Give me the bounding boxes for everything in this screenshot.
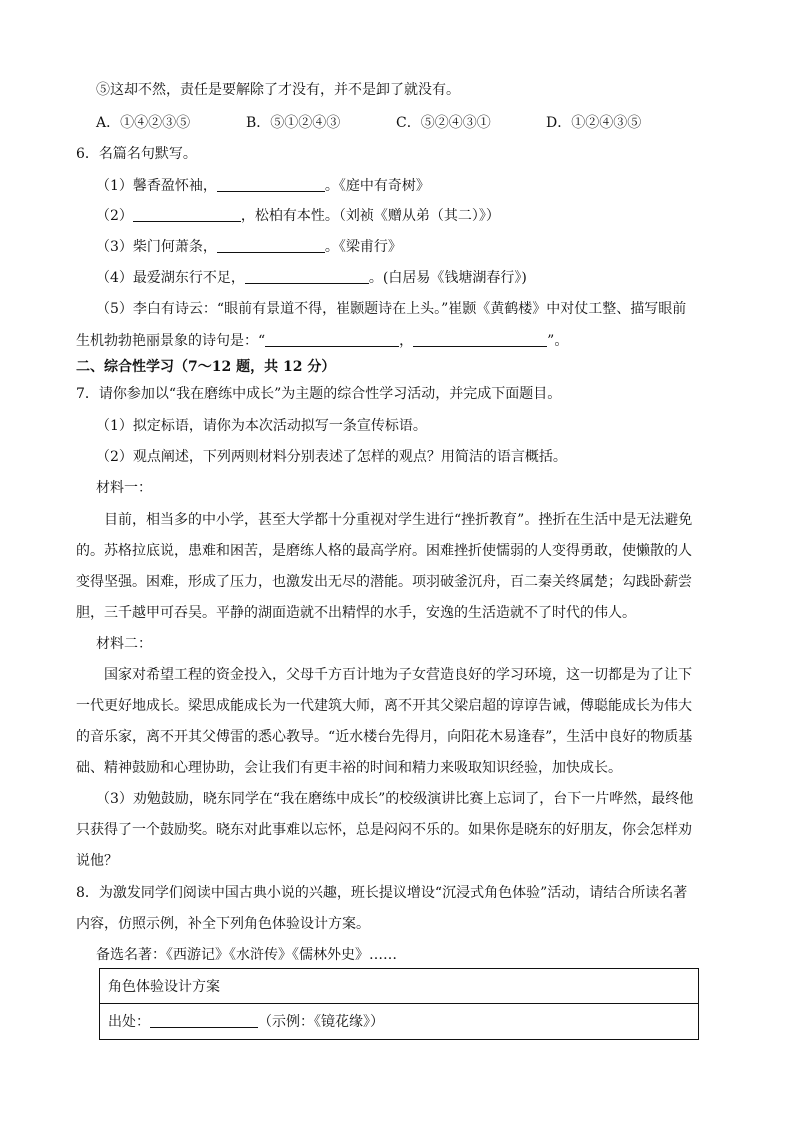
q5-options	[96, 113, 641, 133]
answer-blank[interactable]	[413, 332, 547, 347]
q7-sub2: （2）观点阐述，下列两则材料分别表述了怎样的观点？用简洁的语言概括。	[96, 449, 567, 465]
answer-blank[interactable]	[265, 332, 399, 347]
option-a: A．①④②③⑤	[96, 115, 191, 131]
material-2-line: 的音乐家，离不开其父傅雷的悉心教导。“近水楼台先得月，向阳花木易逢春”，生活中良好的物质基	[76, 729, 693, 745]
material-1-line: 目前，相当多的中小学，甚至大学都十分重视对学生进行“挫折教育”。挫折在生活中是无法避免	[104, 512, 693, 528]
q6-item5-line2	[76, 331, 568, 351]
answer-blank[interactable]	[133, 207, 241, 222]
q6-title: 6．名篇名句默写。	[76, 146, 197, 162]
q6-item4	[96, 268, 527, 288]
option-b: B．⑤①②④③	[246, 115, 341, 131]
answer-blank[interactable]	[245, 269, 369, 284]
q6-item1-text: （1）馨香盈怀袖，	[96, 178, 217, 194]
q7-sub3-line: 说他？	[76, 853, 118, 869]
section-title: 二、综合性学习（7～12 题，共 12 分）	[76, 359, 336, 375]
q6-item1-source: 。《庭中有奇树》	[324, 178, 430, 194]
q6-item4-source: 。(白居易《钱塘湖春行》)	[368, 270, 527, 286]
q7-sub3-line: 只获得了一个鼓励奖。晓东对此事难以忘怀，总是闷闷不乐的。如果你是晓东的好朋友，你会怎样劝	[76, 822, 692, 838]
q8-title-line2: 内容，仿照示例，补全下列角色体验设计方案。	[76, 916, 370, 932]
q8-books: 备选名著：《西游记》《水浒传》《儒林外史》……	[96, 947, 397, 963]
material-2-line: 础、精神鼓励和心理协助，会让我们有更丰裕的时间和精力来吸取知识经验，加快成长。	[76, 760, 622, 776]
q6-item3-text: （3）柴门何萧条，	[96, 239, 217, 255]
q8-title-line1: 8．为激发同学们阅读中国古典小说的兴趣，班长提议增设“沉浸式角色体验”活动，请结合所读名著	[76, 885, 688, 901]
table-source-row	[100, 1012, 698, 1032]
material-2-line: 一代更好地成长。梁思成能成长为一代建筑大师，离不开其父梁启超的谆谆告诫，傅聪能成长为伟大	[76, 698, 692, 714]
material-2-line: 国家对希望工程的资金投入，父母千方百计地为子女营造良好的学习环境，这一切都是为了让下	[104, 667, 692, 683]
q5-item5: ⑤这却不然，责任是要解除了才没有，并不是卸了就没有。	[96, 82, 460, 98]
answer-blank[interactable]	[150, 1013, 258, 1028]
answer-blank[interactable]	[217, 238, 325, 253]
q6-item2-text: ，松柏有本性。（刘祯《赠从弟（其二）》）	[240, 208, 500, 224]
close-quote: ”。	[547, 333, 569, 349]
q7-sub3-line: （3）劝勉鼓励，晓东同学在“我在磨练中成长”的校级演讲比赛上忘词了，台下一片哗然，最终他	[96, 791, 694, 807]
q6-item3	[96, 237, 402, 257]
material-2-label: 材料二：	[96, 636, 152, 652]
q7-sub1: （1）拟定标语，请你为本次活动拟写一条宣传标语。	[96, 418, 427, 434]
q6-item2	[96, 206, 500, 226]
q6-item2-number: （2）	[96, 208, 133, 224]
source-example: （示例：《镜花缘》）	[258, 1014, 384, 1030]
table-divider	[100, 1003, 698, 1004]
option-d: D．①②④③⑤	[546, 115, 642, 131]
material-1-line: 变得坚强。困难，形成了压力，也激发出无尽的潜能。项羽破釜沉舟，百二秦关终属楚；勾践卧薪尝	[76, 574, 692, 590]
q6-item1	[96, 176, 430, 196]
q7-title: 7．请你参加以“我在磨练中成长”为主题的综合性学习活动，并完成下面题目。	[76, 386, 562, 402]
material-1-line: 的。苏格拉底说，患难和困苦，是磨练人格的最高学府。困难挫折使懦弱的人变得勇敢，使懒散的人	[76, 543, 692, 559]
q6-item4-text: （4）最爱湖东行不足，	[96, 270, 245, 286]
q6-item5-prompt: 生机勃勃艳丽景象的诗句是：“	[76, 333, 266, 349]
design-table	[99, 968, 699, 1040]
source-label: 出处：	[108, 1014, 150, 1030]
q6-item5-line1: （5）李白有诗云：“眼前有景道不得，崔颢题诗在上头。”崔颢《黄鹤楼》中对仗工整、描写眼前	[96, 301, 687, 317]
answer-blank[interactable]	[217, 177, 325, 192]
option-c: C．⑤②④③①	[396, 115, 491, 131]
material-1-line: 胆，三千越甲可吞吴。平静的湖面造就不出精悍的水手，安逸的生活造就不了时代的伟人。	[76, 605, 636, 621]
table-header: 角色体验设计方案	[108, 979, 220, 995]
comma: ，	[399, 333, 414, 349]
q6-item3-source: 。《梁甫行》	[324, 239, 402, 255]
material-1-label: 材料一：	[96, 480, 152, 496]
